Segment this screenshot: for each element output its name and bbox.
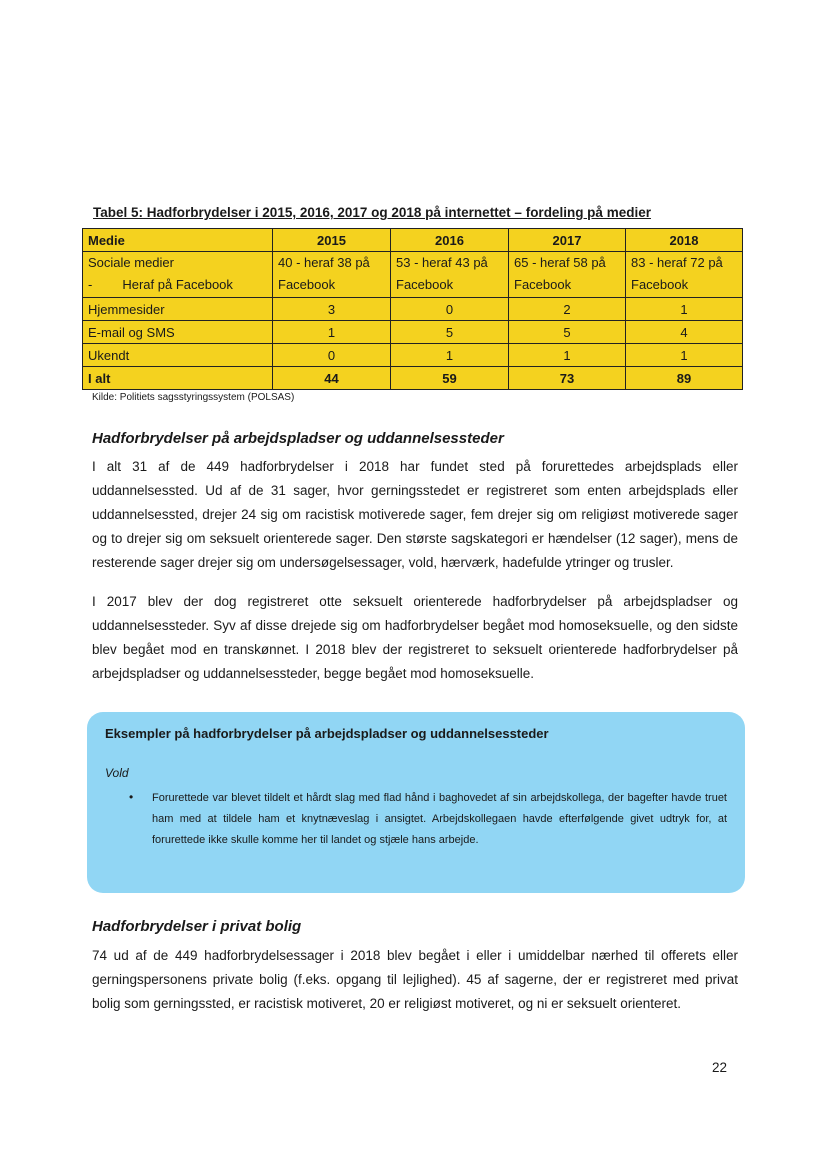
table-cell: 1 [509,344,626,367]
example-box [87,712,745,893]
table-cell: 89 [626,367,743,390]
facebook-label: Heraf på Facebook [122,277,233,292]
table-row [83,298,743,321]
row-label: I alt [83,367,273,390]
example-box-text: Forurettede var blevet tildelt et hårdt slag med flad hånd i baghovedet af sin arbejdskollega, der bagefter havde truet ham med at tildele ham et knytnæveslag i ansigtet. Arbejdskollegaen havde efterfølgende givet udtryk for, at forurettede ikke skulle komme her til landet og stjæle hans arbejde. [152,792,727,846]
row-label: Hjemmesider [83,298,273,321]
table-header-cell: 2015 [273,229,391,252]
table-cell: 44 [273,367,391,390]
table-header-cell: 2016 [391,229,509,252]
section-heading: Hadforbrydelser på arbejdspladser og uddannelsessteder [92,430,504,447]
body-paragraph: I alt 31 af de 449 hadforbrydelser i 2018 har fundet sted på forurettedes arbejdsplads eller uddannelsessted. Ud af de 31 sager, hvor gerningsstedet er registreret som enten arbejdsplads eller uddannelsessted, drejer 24 sig om racistisk motiverede sager, fem drejer sig om religiøst motiverede sager og to drejer sig om seksuelt orienterede sager. Den største sagskategori er hændelser (12 sager), mens de resterende sager drejer sig om undersøgelsessager, vold, hærværk, hadefulde ytringer og trusler. [92,459,738,570]
row-label-social [83,252,273,298]
table-row [83,321,743,344]
dash-marker: - [88,277,93,292]
bullet-icon: • [129,790,134,804]
table-cell: 59 [391,367,509,390]
table-header-cell: 2018 [626,229,743,252]
media-table [82,228,743,390]
table-cell: 1 [391,344,509,367]
example-box-subheading: Vold [105,766,129,780]
table-cell: 4 [626,321,743,344]
table-total-row [83,367,743,390]
table-cell: 53 - heraf 43 på Facebook [391,252,509,298]
body-paragraph: I 2017 blev der dog registreret otte seksuelt orienterede hadforbrydelser på arbejdspladser og uddannelsessteder. Syv af disse drejede sig om hadforbrydelser begået mod homoseksuelle, og den sidste blev begået mod en transkønnet. I 2018 blev der registreret to seksuelt orienterede hadforbrydelser på arbejdspladser og uddannelsessteder, begge begået mod homoseksuelle. [92,594,738,681]
row-label: E-mail og SMS [83,321,273,344]
section-heading: Hadforbrydelser i privat bolig [92,918,302,935]
table-cell: 5 [391,321,509,344]
table-cell: 1 [626,298,743,321]
table-source: Kilde: Politiets sagsstyringssystem (POLSAS) [92,392,295,403]
table-row [83,252,743,298]
row-label: Ukendt [83,344,273,367]
body-paragraph: 74 ud af de 449 hadforbrydelsessager i 2018 blev begået i eller i umiddelbar nærhed til offerets eller gerningspersonens private bolig (f.eks. opgang til lejlighed). 45 af sagerne, der er registreret med privat bolig som gerningssted, er racistisk motiveret, 20 er religiøst motiveret, og ni er seksuelt orienteret. [92,948,738,1011]
table-cell: 2 [509,298,626,321]
table-cell: 1 [273,321,391,344]
table-cell: 0 [273,344,391,367]
table-header-cell: Medie [83,229,273,252]
table-cell: 73 [509,367,626,390]
table-cell: 1 [626,344,743,367]
table-cell: 3 [273,298,391,321]
table-caption: Tabel 5: Hadforbrydelser i 2015, 2016, 2017 og 2018 på internettet – fordeling på medier [93,205,651,220]
table-cell: 40 - heraf 38 på Facebook [273,252,391,298]
page-number: 22 [712,1060,728,1075]
table-cell: 83 - heraf 72 på Facebook [626,252,743,298]
table-header-row [83,229,743,252]
social-media-label: Sociale medier [88,255,174,270]
table-cell: 65 - heraf 58 på Facebook [509,252,626,298]
table-header-cell: 2017 [509,229,626,252]
example-box-title: Eksempler på hadforbrydelser på arbejdspladser og uddannelsessteder [105,726,549,741]
table-cell: 0 [391,298,509,321]
table-cell: 5 [509,321,626,344]
table-row [83,344,743,367]
